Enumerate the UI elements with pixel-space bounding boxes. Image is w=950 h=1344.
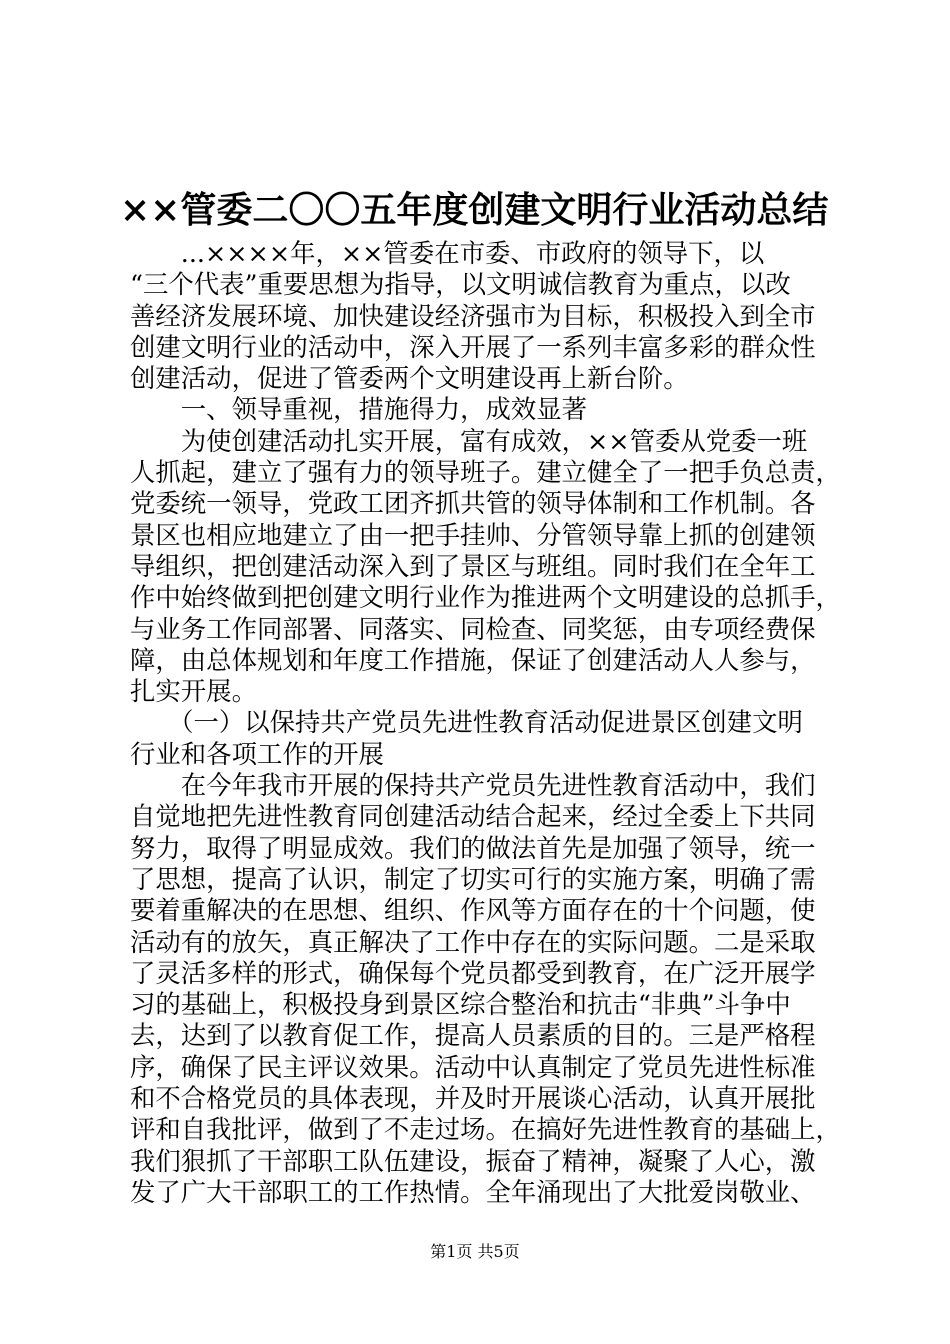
body-text-line: 和不合格党员的具体表现，并及时开展谈心活动，认真开展批 <box>130 1083 816 1114</box>
body-text-line: 人抓起，建立了强有力的领导班子。建立健全了一把手负总责， <box>130 457 841 488</box>
body-text-line: 评和自我批评，做到了不走过场。在搞好先进性教育的基础上， <box>130 1114 841 1145</box>
body-text-line: 作中始终做到把创建文明行业作为推进两个文明建设的总抓手， <box>130 582 841 613</box>
document-body <box>130 238 842 1208</box>
body-text-line: 去，达到了以教育促工作，提高人员素质的目的。三是严格程 <box>130 1020 816 1051</box>
document-title: ××管委二〇〇五年度创建文明行业活动总结 <box>120 189 829 231</box>
page-footer: 第1页 共5页 <box>430 1242 520 1261</box>
body-text-line: 党委统一领导，党政工团齐抓共管的领导体制和工作机制。各 <box>130 488 816 519</box>
body-text-line: 创建文明行业的活动中，深入开展了一系列丰富多彩的群众性 <box>130 331 816 362</box>
body-text-line: 努力，取得了明显成效。我们的做法首先是加强了领导，统一 <box>130 832 816 863</box>
body-text-line: 为使创建活动扎实开展，富有成效，××管委从党委一班 <box>130 425 808 456</box>
body-text-line: 一、领导重视，措施得力，成效显著 <box>130 394 588 425</box>
body-text-line: ...××××年，××管委在市委、市政府的领导下，以 <box>130 238 765 268</box>
body-text-line: 行业和各项工作的开展 <box>130 738 384 769</box>
body-text-line: 要着重解决的在思想、组织、作风等方面存在的十个问题，使 <box>130 895 816 926</box>
body-text-line: 了灵活多样的形式，确保每个党员都受到教育，在广泛开展学 <box>130 957 816 988</box>
body-text-line: 扎实开展。 <box>130 676 257 707</box>
body-text-line: 习的基础上，积极投身到景区综合整治和抗击“非典”斗争中 <box>130 989 791 1020</box>
body-text-line: 创建活动，促进了管委两个文明建设再上新台阶。 <box>130 363 689 394</box>
body-text-line: 序，确保了民主评议效果。活动中认真制定了党员先进性标准 <box>130 1051 816 1082</box>
body-text-line: （一）以保持共产党员先进性教育活动促进景区创建文明 <box>130 707 803 738</box>
body-text-line: 善经济发展环境、加快建设经济强市为目标，积极投入到全市 <box>130 300 816 331</box>
body-text-line: 与业务工作同部署、同落实、同检查、同奖惩，由专项经费保 <box>130 613 816 644</box>
body-text-line: 景区也相应地建立了由一把手挂帅、分管领导靠上抓的创建领 <box>130 519 816 550</box>
body-text-line: 我们狠抓了干部职工队伍建设，振奋了精神，凝聚了人心，激 <box>130 1145 816 1176</box>
body-text-line: 在今年我市开展的保持共产党员先进性教育活动中，我们 <box>130 770 816 801</box>
body-text-line: “三个代表”重要思想为指导，以文明诚信教育为重点，以改 <box>130 269 791 300</box>
body-text-line: 了思想，提高了认识，制定了切实可行的实施方案，明确了需 <box>130 863 816 894</box>
body-text-line: 障，由总体规划和年度工作措施，保证了创建活动人人参与， <box>130 644 816 675</box>
body-text-line: 导组织，把创建活动深入到了景区与班组。同时我们在全年工 <box>130 550 816 581</box>
body-text-line: 自觉地把先进性教育同创建活动结合起来，经过全委上下共同 <box>130 801 816 832</box>
body-text-line: 发了广大干部职工的工作热情。全年涌现出了大批爱岗敬业、 <box>130 1176 816 1207</box>
body-text-line: 活动有的放矢，真正解决了工作中存在的实际问题。二是采取 <box>130 926 816 957</box>
